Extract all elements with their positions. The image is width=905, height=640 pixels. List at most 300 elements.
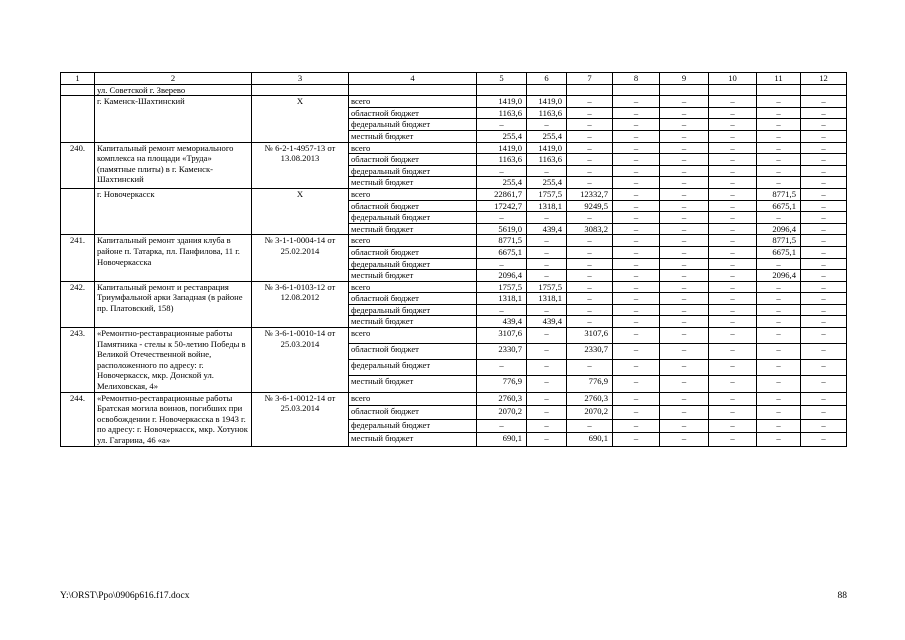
amount-cell: – [757, 419, 801, 432]
funding-source: местный бюджет [349, 433, 477, 447]
amount-cell: 8771,5 [477, 235, 527, 247]
amount-cell: – [801, 344, 847, 360]
amount-cell: – [567, 96, 613, 108]
funding-source: всего [349, 235, 477, 247]
funding-source: всего [349, 392, 477, 405]
amount-cell: 2070,2 [567, 406, 613, 419]
funding-source: местный бюджет [349, 130, 477, 142]
amount-cell: 3107,6 [477, 328, 527, 344]
funding-source: всего [349, 281, 477, 293]
funding-source: областной бюджет [349, 293, 477, 305]
amount-cell: 6675,1 [477, 246, 527, 258]
amount-cell: – [660, 107, 709, 119]
col-header: 9 [660, 73, 709, 85]
row-number: 243. [61, 328, 95, 393]
amount-cell: – [613, 142, 660, 154]
document-reference: № 6-2-1-4957-13 от 13.08.2013 [252, 142, 349, 188]
amount-cell: – [613, 119, 660, 131]
amount-cell: – [660, 177, 709, 189]
funding-source: областной бюджет [349, 344, 477, 360]
row-number: 244. [61, 392, 95, 446]
amount-cell: – [757, 96, 801, 108]
amount-cell: – [660, 419, 709, 432]
amount-cell: – [660, 406, 709, 419]
amount-cell: 8771,5 [757, 235, 801, 247]
col-header: 11 [757, 73, 801, 85]
amount-cell: – [567, 212, 613, 224]
funding-source: всего [349, 188, 477, 200]
amount-cell: – [567, 270, 613, 282]
funding-source: местный бюджет [349, 376, 477, 392]
amount-cell: – [660, 165, 709, 177]
amount-cell: – [613, 212, 660, 224]
amount-cell: – [613, 223, 660, 235]
amount-cell: – [709, 177, 757, 189]
amount-cell: – [660, 270, 709, 282]
amount-cell: – [709, 328, 757, 344]
document-reference: № 3-1-1-0004-14 от 25.02.2014 [252, 235, 349, 281]
document-reference: № 3-6-1-0103-12 от 12.08.2012 [252, 281, 349, 327]
amount-cell: – [527, 270, 567, 282]
object-name: Капитальный ремонт и реставрация Триумфальной арки Западная (в районе пр. Платовский, 158) [95, 281, 252, 327]
amount-cell: – [527, 344, 567, 360]
object-name: г. Новочеркасск [95, 188, 252, 234]
col-header: 8 [613, 73, 660, 85]
amount-cell: – [613, 165, 660, 177]
amount-cell: – [801, 235, 847, 247]
column-number-header [61, 73, 847, 85]
amount-cell: – [801, 177, 847, 189]
amount-cell: – [660, 328, 709, 344]
amount-cell: – [527, 433, 567, 447]
amount-cell: 1757,5 [477, 281, 527, 293]
amount-cell: – [709, 130, 757, 142]
amount-cell: – [709, 200, 757, 212]
object-name: «Ремонтно-реставрационные работы Братская могила воинов, погибших при освобождении г. Новочеркасска в 1943 г. по адресу: г. Новочеркасск, мкр. Хотунок ул. Гагарина, 46 «а» [95, 392, 252, 446]
amount-cell: – [613, 281, 660, 293]
amount-cell: – [709, 235, 757, 247]
budget-table [60, 72, 847, 447]
page-number: 88 [837, 591, 847, 601]
amount-cell: 1757,5 [527, 188, 567, 200]
amount-cell: – [801, 293, 847, 305]
funding-source: областной бюджет [349, 107, 477, 119]
amount-cell: 1318,1 [527, 200, 567, 212]
amount-cell: – [660, 376, 709, 392]
amount-cell: – [613, 188, 660, 200]
amount-cell: – [801, 270, 847, 282]
amount-cell: – [757, 344, 801, 360]
amount-cell: 255,4 [527, 130, 567, 142]
amount-cell: – [567, 360, 613, 376]
amount-cell: – [660, 304, 709, 316]
amount-cell: – [613, 258, 660, 270]
object-name: ул. Советской г. Зверево [95, 84, 252, 96]
amount-cell: – [801, 107, 847, 119]
amount-cell: – [567, 107, 613, 119]
amount-cell: 1318,1 [477, 293, 527, 305]
amount-cell: – [660, 223, 709, 235]
funding-source: областной бюджет [349, 154, 477, 166]
amount-cell: – [801, 433, 847, 447]
col-header: 1 [61, 73, 95, 85]
amount-cell: – [757, 376, 801, 392]
amount-cell: 2096,4 [757, 223, 801, 235]
amount-cell: – [709, 119, 757, 131]
row-number [61, 84, 95, 96]
amount-cell: – [477, 212, 527, 224]
amount-cell: – [527, 212, 567, 224]
amount-cell: – [613, 406, 660, 419]
amount-cell: – [709, 270, 757, 282]
amount-cell: – [527, 392, 567, 405]
amount-cell: – [613, 392, 660, 405]
amount-cell: – [757, 119, 801, 131]
amount-cell: – [757, 316, 801, 328]
amount-cell: – [801, 392, 847, 405]
amount-cell: – [527, 304, 567, 316]
table-row [61, 188, 847, 200]
amount-cell: – [660, 212, 709, 224]
funding-source: федеральный бюджет [349, 165, 477, 177]
col-header: 6 [527, 73, 567, 85]
amount-cell: – [801, 223, 847, 235]
empty-cell [477, 84, 527, 96]
amount-cell: 776,9 [567, 376, 613, 392]
amount-cell: – [660, 293, 709, 305]
col-header: 2 [95, 73, 252, 85]
amount-cell: – [757, 130, 801, 142]
amount-cell: 2070,2 [477, 406, 527, 419]
col-header: 7 [567, 73, 613, 85]
amount-cell: 2096,4 [477, 270, 527, 282]
amount-cell: – [527, 246, 567, 258]
amount-cell: – [801, 154, 847, 166]
amount-cell: – [801, 212, 847, 224]
amount-cell: – [801, 200, 847, 212]
table-row [61, 328, 847, 344]
col-header: 3 [252, 73, 349, 85]
amount-cell: 1419,0 [527, 142, 567, 154]
amount-cell: – [709, 96, 757, 108]
amount-cell: – [709, 165, 757, 177]
amount-cell: – [801, 96, 847, 108]
amount-cell: – [613, 304, 660, 316]
amount-cell: 2096,4 [757, 270, 801, 282]
amount-cell: – [801, 258, 847, 270]
amount-cell: – [567, 281, 613, 293]
empty-cell [527, 84, 567, 96]
funding-source: областной бюджет [349, 246, 477, 258]
amount-cell: – [613, 328, 660, 344]
amount-cell: 1419,0 [477, 142, 527, 154]
amount-cell: 6675,1 [757, 200, 801, 212]
table-row [61, 392, 847, 405]
amount-cell: – [709, 316, 757, 328]
amount-cell: 1163,6 [477, 154, 527, 166]
row-number: 241. [61, 235, 95, 281]
row-number: 242. [61, 281, 95, 327]
amount-cell: – [801, 246, 847, 258]
funding-source: местный бюджет [349, 316, 477, 328]
amount-cell: 1163,6 [477, 107, 527, 119]
table-row [61, 281, 847, 293]
col-header: 4 [349, 73, 477, 85]
amount-cell: – [613, 344, 660, 360]
amount-cell: – [527, 235, 567, 247]
amount-cell: – [613, 376, 660, 392]
amount-cell: 2760,3 [567, 392, 613, 405]
object-name: Капитальный ремонт здания клуба в районе п. Татарка, пл. Панфилова, 11 г. Новочеркасска [95, 235, 252, 281]
amount-cell: 5619,0 [477, 223, 527, 235]
funding-source: всего [349, 96, 477, 108]
amount-cell: – [660, 96, 709, 108]
amount-cell: – [801, 406, 847, 419]
table-body [61, 73, 847, 447]
amount-cell: 690,1 [477, 433, 527, 447]
amount-cell: – [801, 419, 847, 432]
document-reference: Х [252, 188, 349, 234]
amount-cell: 255,4 [477, 177, 527, 189]
amount-cell: 6675,1 [757, 246, 801, 258]
amount-cell: – [757, 154, 801, 166]
amount-cell: – [613, 235, 660, 247]
object-name: г. Каменск-Шахтинский [95, 96, 252, 142]
amount-cell: – [709, 433, 757, 447]
empty-cell [349, 84, 477, 96]
amount-cell: – [660, 188, 709, 200]
amount-cell: – [660, 258, 709, 270]
amount-cell: – [613, 177, 660, 189]
amount-cell: – [757, 212, 801, 224]
amount-cell: 1419,0 [477, 96, 527, 108]
amount-cell: – [527, 406, 567, 419]
col-header: 12 [801, 73, 847, 85]
amount-cell: – [477, 165, 527, 177]
amount-cell: – [757, 293, 801, 305]
amount-cell: – [757, 177, 801, 189]
amount-cell: – [567, 258, 613, 270]
amount-cell: – [567, 130, 613, 142]
amount-cell: – [613, 270, 660, 282]
funding-source: федеральный бюджет [349, 258, 477, 270]
amount-cell: – [757, 142, 801, 154]
amount-cell: 255,4 [477, 130, 527, 142]
funding-source: местный бюджет [349, 270, 477, 282]
amount-cell: 439,4 [527, 316, 567, 328]
amount-cell: – [660, 130, 709, 142]
amount-cell: 2760,3 [477, 392, 527, 405]
table-row [61, 142, 847, 154]
amount-cell: – [709, 344, 757, 360]
amount-cell: – [757, 328, 801, 344]
amount-cell: 690,1 [567, 433, 613, 447]
amount-cell: – [613, 433, 660, 447]
empty-cell [801, 84, 847, 96]
amount-cell: – [801, 376, 847, 392]
amount-cell: – [709, 142, 757, 154]
funding-source: федеральный бюджет [349, 419, 477, 432]
amount-cell: – [801, 142, 847, 154]
amount-cell: – [709, 246, 757, 258]
amount-cell: 439,4 [477, 316, 527, 328]
amount-cell: – [709, 212, 757, 224]
amount-cell: – [709, 223, 757, 235]
amount-cell: – [477, 360, 527, 376]
amount-cell: – [567, 177, 613, 189]
amount-cell: – [477, 304, 527, 316]
object-name: Капитальный ремонт мемориального комплекса на площади «Труда» (памятные плиты) в г. Каменск-Шахтинский [95, 142, 252, 188]
amount-cell: – [757, 406, 801, 419]
amount-cell: – [757, 392, 801, 405]
amount-cell: 439,4 [527, 223, 567, 235]
amount-cell: – [757, 433, 801, 447]
empty-cell [252, 84, 349, 96]
table-row [61, 235, 847, 247]
document-path: Y:\ORST\Ppo\0906p616.f17.docx [60, 591, 190, 601]
amount-cell: – [801, 188, 847, 200]
amount-cell: – [527, 360, 567, 376]
amount-cell: – [660, 433, 709, 447]
amount-cell: – [660, 200, 709, 212]
row-number [61, 96, 95, 142]
funding-source: всего [349, 142, 477, 154]
amount-cell: – [477, 419, 527, 432]
amount-cell: 1163,6 [527, 107, 567, 119]
amount-cell: – [660, 142, 709, 154]
empty-cell [757, 84, 801, 96]
funding-source: местный бюджет [349, 223, 477, 235]
amount-cell: 1163,6 [527, 154, 567, 166]
amount-cell: – [613, 360, 660, 376]
amount-cell: – [757, 304, 801, 316]
amount-cell: – [477, 119, 527, 131]
amount-cell: – [709, 154, 757, 166]
amount-cell: – [567, 304, 613, 316]
row-number: 240. [61, 142, 95, 188]
amount-cell: – [801, 304, 847, 316]
amount-cell: – [613, 96, 660, 108]
amount-cell: 2330,7 [567, 344, 613, 360]
amount-cell: 12332,7 [567, 188, 613, 200]
amount-cell: – [757, 258, 801, 270]
amount-cell: – [757, 360, 801, 376]
amount-cell: 9249,5 [567, 200, 613, 212]
amount-cell: 8771,5 [757, 188, 801, 200]
amount-cell: 3083,2 [567, 223, 613, 235]
funding-source: областной бюджет [349, 406, 477, 419]
amount-cell: 2330,7 [477, 344, 527, 360]
amount-cell: 22861,7 [477, 188, 527, 200]
amount-cell: – [660, 344, 709, 360]
amount-cell: 1318,1 [527, 293, 567, 305]
document-reference: № 3-6-1-0012-14 от 25.03.2014 [252, 392, 349, 446]
document-reference: № 3-6-1-0010-14 от 25.03.2014 [252, 328, 349, 393]
amount-cell: – [709, 376, 757, 392]
amount-cell: – [801, 165, 847, 177]
amount-cell: – [709, 281, 757, 293]
amount-cell: 1419,0 [527, 96, 567, 108]
amount-cell: – [709, 406, 757, 419]
amount-cell: – [709, 392, 757, 405]
amount-cell: – [567, 293, 613, 305]
amount-cell: – [567, 165, 613, 177]
amount-cell: – [527, 119, 567, 131]
amount-cell: 1757,5 [527, 281, 567, 293]
amount-cell: 3107,6 [567, 328, 613, 344]
amount-cell: – [660, 281, 709, 293]
amount-cell: – [709, 304, 757, 316]
amount-cell: – [567, 235, 613, 247]
amount-cell: – [527, 419, 567, 432]
amount-cell: – [527, 376, 567, 392]
row-number [61, 188, 95, 234]
amount-cell: 17242,7 [477, 200, 527, 212]
table-row [61, 96, 847, 108]
amount-cell: – [709, 419, 757, 432]
amount-cell: – [709, 188, 757, 200]
amount-cell: – [801, 130, 847, 142]
amount-cell: – [613, 316, 660, 328]
amount-cell: – [801, 360, 847, 376]
amount-cell: – [660, 246, 709, 258]
amount-cell: – [613, 107, 660, 119]
amount-cell: – [757, 107, 801, 119]
amount-cell: – [527, 328, 567, 344]
funding-source: всего [349, 328, 477, 344]
amount-cell: – [709, 360, 757, 376]
empty-cell [567, 84, 613, 96]
amount-cell: – [477, 258, 527, 270]
amount-cell: – [801, 119, 847, 131]
amount-cell: – [613, 200, 660, 212]
col-header: 10 [709, 73, 757, 85]
table-row [61, 84, 847, 96]
amount-cell: – [613, 419, 660, 432]
amount-cell: – [613, 293, 660, 305]
amount-cell: – [613, 130, 660, 142]
amount-cell: – [660, 154, 709, 166]
amount-cell: – [613, 246, 660, 258]
amount-cell: – [567, 142, 613, 154]
amount-cell: – [757, 165, 801, 177]
amount-cell: – [660, 360, 709, 376]
amount-cell: – [801, 281, 847, 293]
amount-cell: – [527, 165, 567, 177]
amount-cell: – [709, 258, 757, 270]
funding-source: областной бюджет [349, 200, 477, 212]
amount-cell: – [567, 154, 613, 166]
amount-cell: – [801, 316, 847, 328]
col-header: 5 [477, 73, 527, 85]
amount-cell: – [567, 419, 613, 432]
amount-cell: – [613, 154, 660, 166]
funding-source: федеральный бюджет [349, 360, 477, 376]
amount-cell: – [527, 258, 567, 270]
funding-source: федеральный бюджет [349, 119, 477, 131]
amount-cell: – [660, 316, 709, 328]
empty-cell [709, 84, 757, 96]
empty-cell [613, 84, 660, 96]
amount-cell: – [660, 392, 709, 405]
document-reference: Х [252, 96, 349, 142]
amount-cell: – [757, 281, 801, 293]
amount-cell: 255,4 [527, 177, 567, 189]
amount-cell: – [660, 119, 709, 131]
amount-cell: – [801, 328, 847, 344]
empty-cell [660, 84, 709, 96]
amount-cell: – [567, 119, 613, 131]
